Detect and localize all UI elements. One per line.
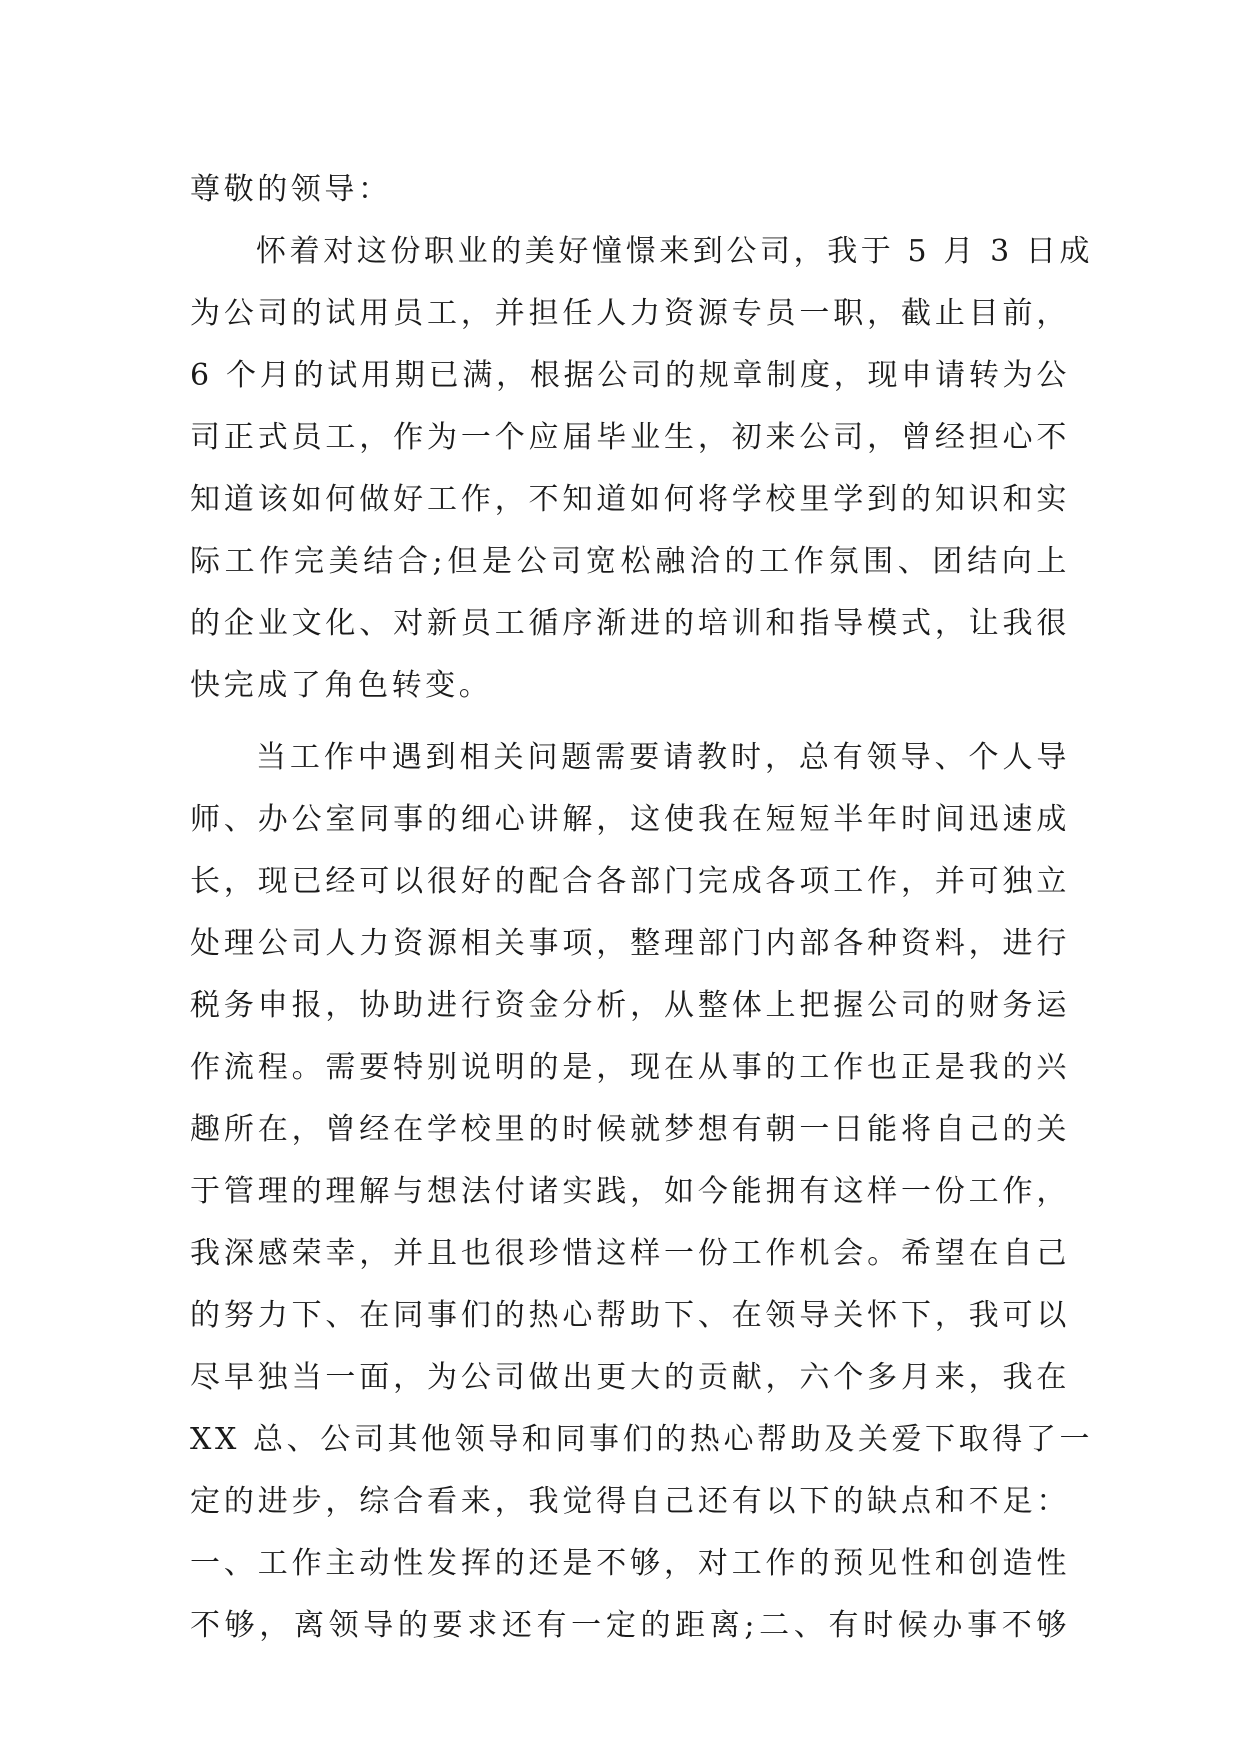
paragraph-line: 快完成了角色转变。: [190, 668, 493, 703]
paragraph-line: 司正式员工，作为一个应届毕业生，初来公司，曾经担心不: [190, 420, 1070, 455]
paragraph-line: 6 个月的试用期已满，根据公司的规章制度，现申请转为公: [190, 358, 1070, 393]
paragraph-line: 定的进步，综合看来，我觉得自己还有以下的缺点和不足：: [190, 1484, 1070, 1519]
paragraph-line: 师、办公室同事的细心讲解，这使我在短短半年时间迅速成: [190, 802, 1070, 837]
paragraph-line: 知道该如何做好工作，不知道如何将学校里学到的知识和实: [190, 482, 1070, 517]
paragraph-line: 际工作完美结合;但是公司宽松融洽的工作氛围、团结向上: [190, 544, 1070, 579]
salutation: 尊敬的领导：: [190, 172, 392, 207]
paragraph-1: [190, 221, 1094, 717]
paragraph-line: 尽早独当一面，为公司做出更大的贡献，六个多月来，我在: [190, 1360, 1070, 1395]
paragraph-line: 怀着对这份职业的美好憧憬来到公司，我于 5 月 3 日成: [256, 234, 1094, 269]
paragraph-line: 的努力下、在同事们的热心帮助下、在领导关怀下，我可以: [190, 1298, 1070, 1333]
paragraph-line: 的企业文化、对新员工循序渐进的培训和指导模式，让我很: [190, 606, 1070, 641]
paragraph-line: XX 总、公司其他领导和同事们的热心帮助及关爱下取得了一: [190, 1422, 1094, 1457]
paragraph-line: 趣所在，曾经在学校里的时候就梦想有朝一日能将自己的关: [190, 1112, 1070, 1147]
paragraph-line: 我深感荣幸，并且也很珍惜这样一份工作机会。希望在自己: [190, 1236, 1070, 1271]
paragraph-line: 于管理的理解与想法付诸实践，如今能拥有这样一份工作，: [190, 1174, 1070, 1209]
paragraph-line: 为公司的试用员工，并担任人力资源专员一职，截止目前，: [190, 296, 1070, 331]
paragraph-line: 当工作中遇到相关问题需要请教时，总有领导、个人导: [256, 740, 1070, 775]
paragraph-line: 不够，离领导的要求还有一定的距离;二、有时候办事不够: [190, 1608, 1070, 1643]
paragraph-line: 作流程。需要特别说明的是，现在从事的工作也正是我的兴: [190, 1050, 1070, 1085]
paragraph-line: 税务申报，协助进行资金分析，从整体上把握公司的财务运: [190, 988, 1070, 1023]
letter-body: [190, 159, 1094, 1657]
paragraph-line: 一、工作主动性发挥的还是不够，对工作的预见性和创造性: [190, 1546, 1070, 1581]
paragraph-2: [190, 727, 1094, 1657]
paragraph-gap: [190, 717, 1070, 727]
paragraph-line: 长，现已经可以很好的配合各部门完成各项工作，并可独立: [190, 864, 1070, 899]
paragraph-line: 处理公司人力资源相关事项，整理部门内部各种资料，进行: [190, 926, 1070, 961]
